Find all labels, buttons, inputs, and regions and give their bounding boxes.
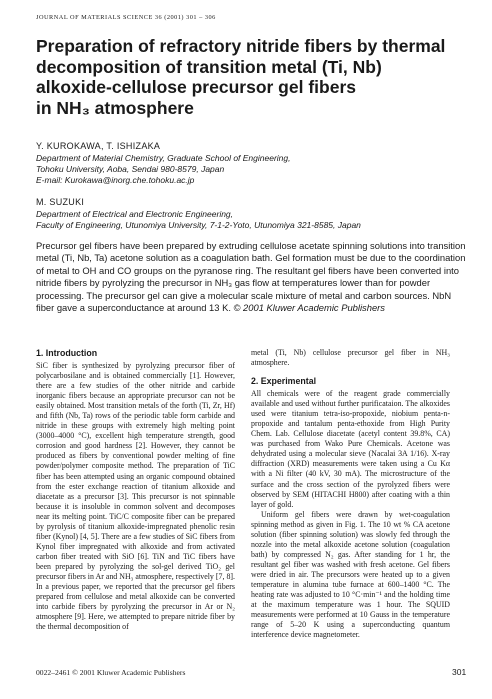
section-heading: 1. Introduction — [36, 348, 98, 358]
affiliation-line: Tohoku University, Aoba, Sendai 980-8579, Japan — [36, 164, 225, 174]
paper-title — [36, 36, 466, 118]
author-affiliation — [36, 153, 476, 186]
journal-header: JOURNAL OF MATERIALS SCIENCE 36 (2001) 301 – 306 — [36, 14, 216, 21]
author-affiliation — [36, 209, 476, 231]
page-number: 301 — [452, 667, 467, 677]
abstract — [36, 240, 468, 314]
author-names: M. SUZUKI — [36, 197, 85, 207]
affiliation-email: E-mail: Kurokawa@inorg.che.tohoku.ac.jp — [36, 175, 195, 185]
body-paragraph: Uniform gel fibers were drawn by wet-coagulation spinning method as given in Fig. 1. The 10 wt % CA acetone solution (fiber spinning solution) was slowly fed through the nozzle into the metal alkoxide acetone solution (coagulation bath) by compressed N₂ gas. After standing for 1 hr, the resultant gel fiber was washed with fresh acetone. Gel fibers were dried in air. The precursors were heated up to a given temperature in alumina tube furnace at 600–1400 °C. The heating rate was adjusted to 10 °C·min⁻¹ and the holding time at the maximum temperature was 1 hour. The SQUID measurements were performed at 10 Gauss in the temperature range of 5–20 K using a superconducting quantum interference device magnetometer. — [251, 509, 450, 640]
left-column — [36, 348, 235, 632]
right-column — [251, 348, 450, 640]
footer-copyright: 0022–2461 © 2001 Kluwer Academic Publishers — [36, 668, 186, 677]
section-heading: 2. Experimental — [251, 376, 317, 387]
body-paragraph: metal (Ti, Nb) cellulose precursor gel fiber in NH₃ atmosphere. — [251, 348, 450, 368]
author-names: Y. KUROKAWA, T. ISHIZAKA — [36, 141, 161, 151]
body-paragraph: All chemicals were of the reagent grade commercially available and used without further purificataion. The alkoxides used were titanium tetra-iso-propoxide, niobium penta-n-propoxide and tantalum penta-ethoxide from High Purity Chem. Lab. Cellulose diacetate (acetyl content 39.8%, CA) was purchased from Wako Pure Chemicals. Acetone was dehydrated using a molecular sieve (Nacalai 3A 1/16). X-ray diffraction (XRD) measurements were taken using a Cu Kα with a Ni filter (40 kV, 30 mA). The microstructure of the surface and the cross section of the pyrolyzed fibers were observed by SEM (HITACHI H800) after coating with a thin layer of gold. — [251, 389, 450, 509]
abstract-text: Precursor gel fibers have been prepared by extruding cellulose acetate spinning solutions into transition metal (Ti, Nb, Ta) acetone solution as a coagulation bath. Gel formation must be due to the coordination of metal to OH and CO groups on the pyranose ring. The resultant gel fibers have been converted into nitride fibers by pyrolyzing the precursor in NH₃ gas flow at temperatures lower than for powder processing. The precursor gel can give a molecular scale mixture of metal and carbon sources. NbN fiber gave a superconductance at around 13 K. — [36, 240, 466, 314]
title-line: alkoxide-cellulose precursor gel fibers — [36, 77, 356, 97]
body-paragraph: SiC fiber is synthesized by pyrolyzing precursor fiber of polycarbosilane and is obtained commercially [1]. However, there are a few studies of the other nitride and carbide inorganic fibers because an appropriate precursor can not be easily obtained. Most transition metals of the forth (Ti, Zr, Hf) and fifth (Nb, Ta) rows of the periodic table form carbide and nitride in these groups with extremely high melting point (3000–4000 °C), excellent high temperature strength, good corrosion and good hardness [2]. However, they cannot be produced as fibers by conventional powder melting of fine powder/polymer composite method. The preparation of TiC fiber has been attempted using an organic compound obtained from the ester exchange reaction of titanium alkoxide and diacetate as a precursor [3]. This precursor is not spinnable because it is insoluble in common solvent and decomposes near its melting point. TiC/C composite fiber can be prepared by pyrolysis of titanium alkoxide-impregnated phenolic resin fiber (Kynol) [4, 5]. There are a few studies of SiC fibers from Kynol fiber impregnated with alkoxide and from activated carbon fiber treated with SiO [6]. TiN and TiC fibers have been prepared by pyrolyzing the sol-gel derived TiO₂ gel precursor fibers in Ar and NH₃ atmosphere, respectively [7, 8]. In a previous paper, we reported that the precursor gel fibers prepared from cellulose and metal alkoxide can be converted into carbide fibers by pyrolyzing the precursor in Ar or N₂ atmosphere [9]. Here, we attempted to prepare nitride fiber by the thermal decomposition of — [36, 361, 235, 632]
title-line: Preparation of refractory nitride fibers by thermal — [36, 36, 446, 56]
affiliation-line: Faculty of Engineering, Utunomiya University, 7-1-2-Yoto, Utunomiya 321-8585, Japan — [36, 220, 361, 230]
title-line: in NH₃ atmosphere — [36, 97, 194, 118]
affiliation-line: Department of Electrical and Electronic Engineering, — [36, 209, 234, 219]
title-line: decomposition of transition metal (Ti, Nb) — [36, 56, 382, 77]
abstract-copyright: © 2001 Kluwer Academic Publishers — [233, 302, 385, 314]
affiliation-line: Department of Material Chemistry, Graduate School of Engineering, — [36, 153, 291, 163]
